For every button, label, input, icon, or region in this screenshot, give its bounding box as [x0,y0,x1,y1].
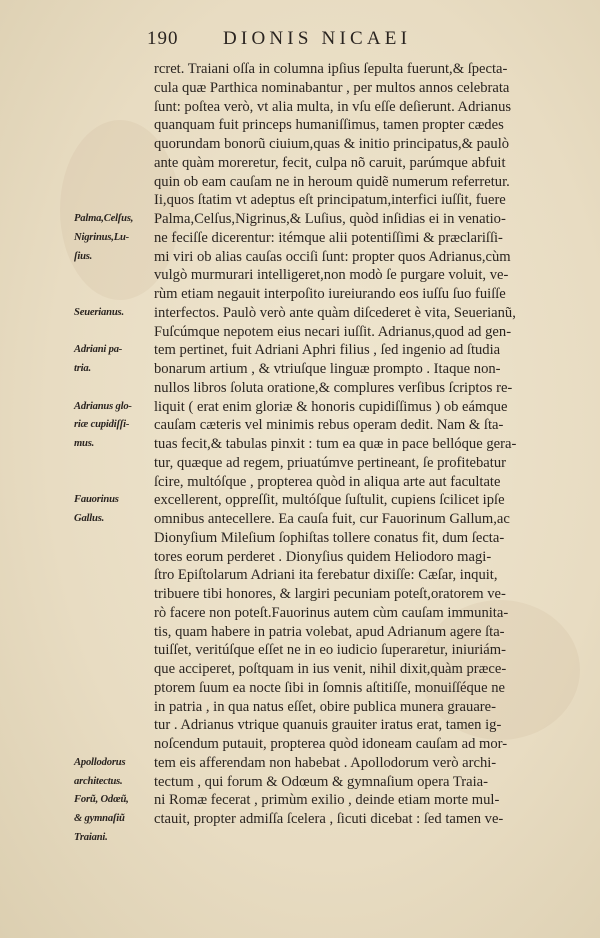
text-line: excellerent, oppreſſit, multóſque ſuſtulit, cupiens ſcilicet ipſe [154,492,505,509]
marginal-note [74,341,122,379]
text-line: rùm etiam negauit interpoſito iureiurando eos iuſſu ſuo fuiſſe [154,286,506,302]
marginal-note-line: Adrianus glo- [74,400,132,412]
text-line: cula quæ Parthica nominabantur , per multos annos celebrata [154,79,510,96]
text-line: ptorem ſuum ea nocte ſibi in ſomnis aſtitiſſe, monuiſſéque ne [154,679,505,696]
marginal-note-line: Traiani. [74,831,108,843]
text-line: tores eorum perderet . Dionyſius quidem Heliodoro magi- [154,548,492,565]
marginal-note-line: Apollodorus [74,756,126,768]
text-line: Ii,quos ſtatim vt adeptus eſt principatum,interfici iuſſit, fuere [154,192,506,209]
text-line: Fuſcúmque nepotem eius necari iuſſit. Adrianus,quod ad gen- [154,323,512,340]
text-line: ſtro Epiſtolarum Adriani ita ferebatur dixiſſe: Cæſar, inquit, [154,567,498,584]
text-line: quin ob eam cauſam ne in heroum quidẽ numerum referretur. [154,173,510,190]
body-text [154,60,594,829]
text-line: Dionyſium Mileſium ſophiſtas tollere conatus fit, dum ſecta- [154,529,505,546]
text-line: ſcire, multóſque , propterea quòd in aliqua arte aut facultate [154,473,501,490]
marginal-note [74,210,133,266]
running-title: DIONIS NICAEI [223,28,412,49]
text-line: mi viri ob alias cauſas occiſi ſunt: propter quos Adrianus,cùm [154,248,511,265]
marginal-note-line: Fauorinus [74,494,119,506]
text-line: ne feciſſe dicerentur: itémque alii potentiſſimi & præclariſſi- [154,229,503,246]
text-line: quorundam bonorũ ciuium,quas & initio principatus,& paulò [154,136,510,152]
marginal-note-line: riæ cupidiſſi- [74,419,130,431]
marginal-note [74,398,132,454]
text-line: tem eis afferendam non habebat . Apollodorum verò archi- [154,754,497,771]
text-line: rò facere non poteſt.Fauorinus autem cùm cauſam immunita- [154,604,509,621]
marginal-note-line: ſius. [74,250,93,262]
text-line: quanquam fuit princeps humaniſſimus, tamen propter cædes [154,117,504,134]
text-line: tur . Adrianus vtrique quanuis grauiter iratus erat, tamen ig- [154,717,502,734]
text-line: ni Romæ fecerat , primùm exilio , deinde etiam morte mul- [154,792,500,809]
text-line: interfectos. Paulò verò ante quàm diſcederet è vita, Seuerianũ, [154,304,516,321]
text-line: tuas fecit,& tabulas pinxit : tum ea quæ in pace bellóque gera- [154,436,517,452]
marginal-note-line: mus. [74,438,95,449]
text-line: vulgò murmurari intelligeret,non modò ſe purgare voluit, ve- [154,267,509,284]
text-line: noſcendum putauit, propterea quòd idoneam cauſam ad mor- [154,736,508,752]
text-line: tis, quam habere in patria volebat, apud Adrianum agere ſta- [154,623,505,640]
text-line: cauſam cæteris vel minimis rebus operam dedit. Nam & ſta- [154,417,504,434]
text-line: ctauit, propter admiſſa ſcelera , ſicuti dicebat : ſed tamen ve- [154,811,504,827]
text-line: tur, quæque ad regem, priuatúmve pertineant, ſe profitebatur [154,454,506,471]
marginal-note-line: Palma,Celſus, [74,213,134,224]
marginal-note-line: Gallus. [74,513,105,524]
marginal-note-line: & gymnaſiũ [74,813,125,824]
marginal-note-line: architectus. [74,775,123,787]
text-line: omnibus antecellere. Ea cauſa fuit, cur Fauorinum Gallum,ac [154,511,510,527]
text-line: rcret. Traiani oſſa in columna ipſius ſepulta fuerunt,& ſpecta- [154,61,508,77]
marginal-note-line: Forũ, Odœũ, [74,794,129,806]
marginal-note [74,754,129,848]
text-line: Palma,Celſus,Nigrinus,& Luſius, quòd inſidias ei in venatio- [154,211,506,227]
text-line: bonarum artium , & vtriuſque linguæ prompto . Itaque non- [154,361,501,377]
text-line: in patria , in qua natus eſſet, obire publica munera grauare- [154,698,497,715]
text-line: tem pertinet, fuit Adriani Aphri filius , ſed ingenio ad ſtudia [154,342,501,359]
page-header [147,28,567,52]
text-line: ſunt: poſtea verò, vt alia multa, in vſu eſſe deſierunt. Adrianus [154,98,512,115]
text-line: tectum , qui forum & Odœum & gymnaſium opera Traia- [154,773,488,790]
marginal-note-line: Nigrinus,Lu- [74,231,130,243]
text-line: que acciperet, poſtquam in ius venit, nihil dixit,quàm præce- [154,661,507,677]
text-line: ante quàm moreretur, fecit, culpa nõ caruit, parúmque abfuit [154,154,506,171]
marginal-note [74,491,119,529]
marginal-note [74,304,124,323]
text-line: nullos libros ſoluta oratione,& complures verſibus ſcriptos re- [154,379,513,396]
text-line: tribuere tibi honores, & largiri pecuniam poteſt,oratorem ve- [154,586,506,602]
marginal-note-line: tria. [74,363,91,374]
marginal-note-line: Seuerianus. [74,306,124,318]
text-line: tuiſſet, veritúſque eſſet ne in eo iudicio ſuperaretur, iniuriám- [154,642,506,659]
marginal-note-line: Adriani pa- [74,344,123,356]
text-line: liquit ( erat enim gloriæ & honoris cupidiſſimus ) ob eámque [154,398,508,415]
page-number: 190 [147,28,179,49]
